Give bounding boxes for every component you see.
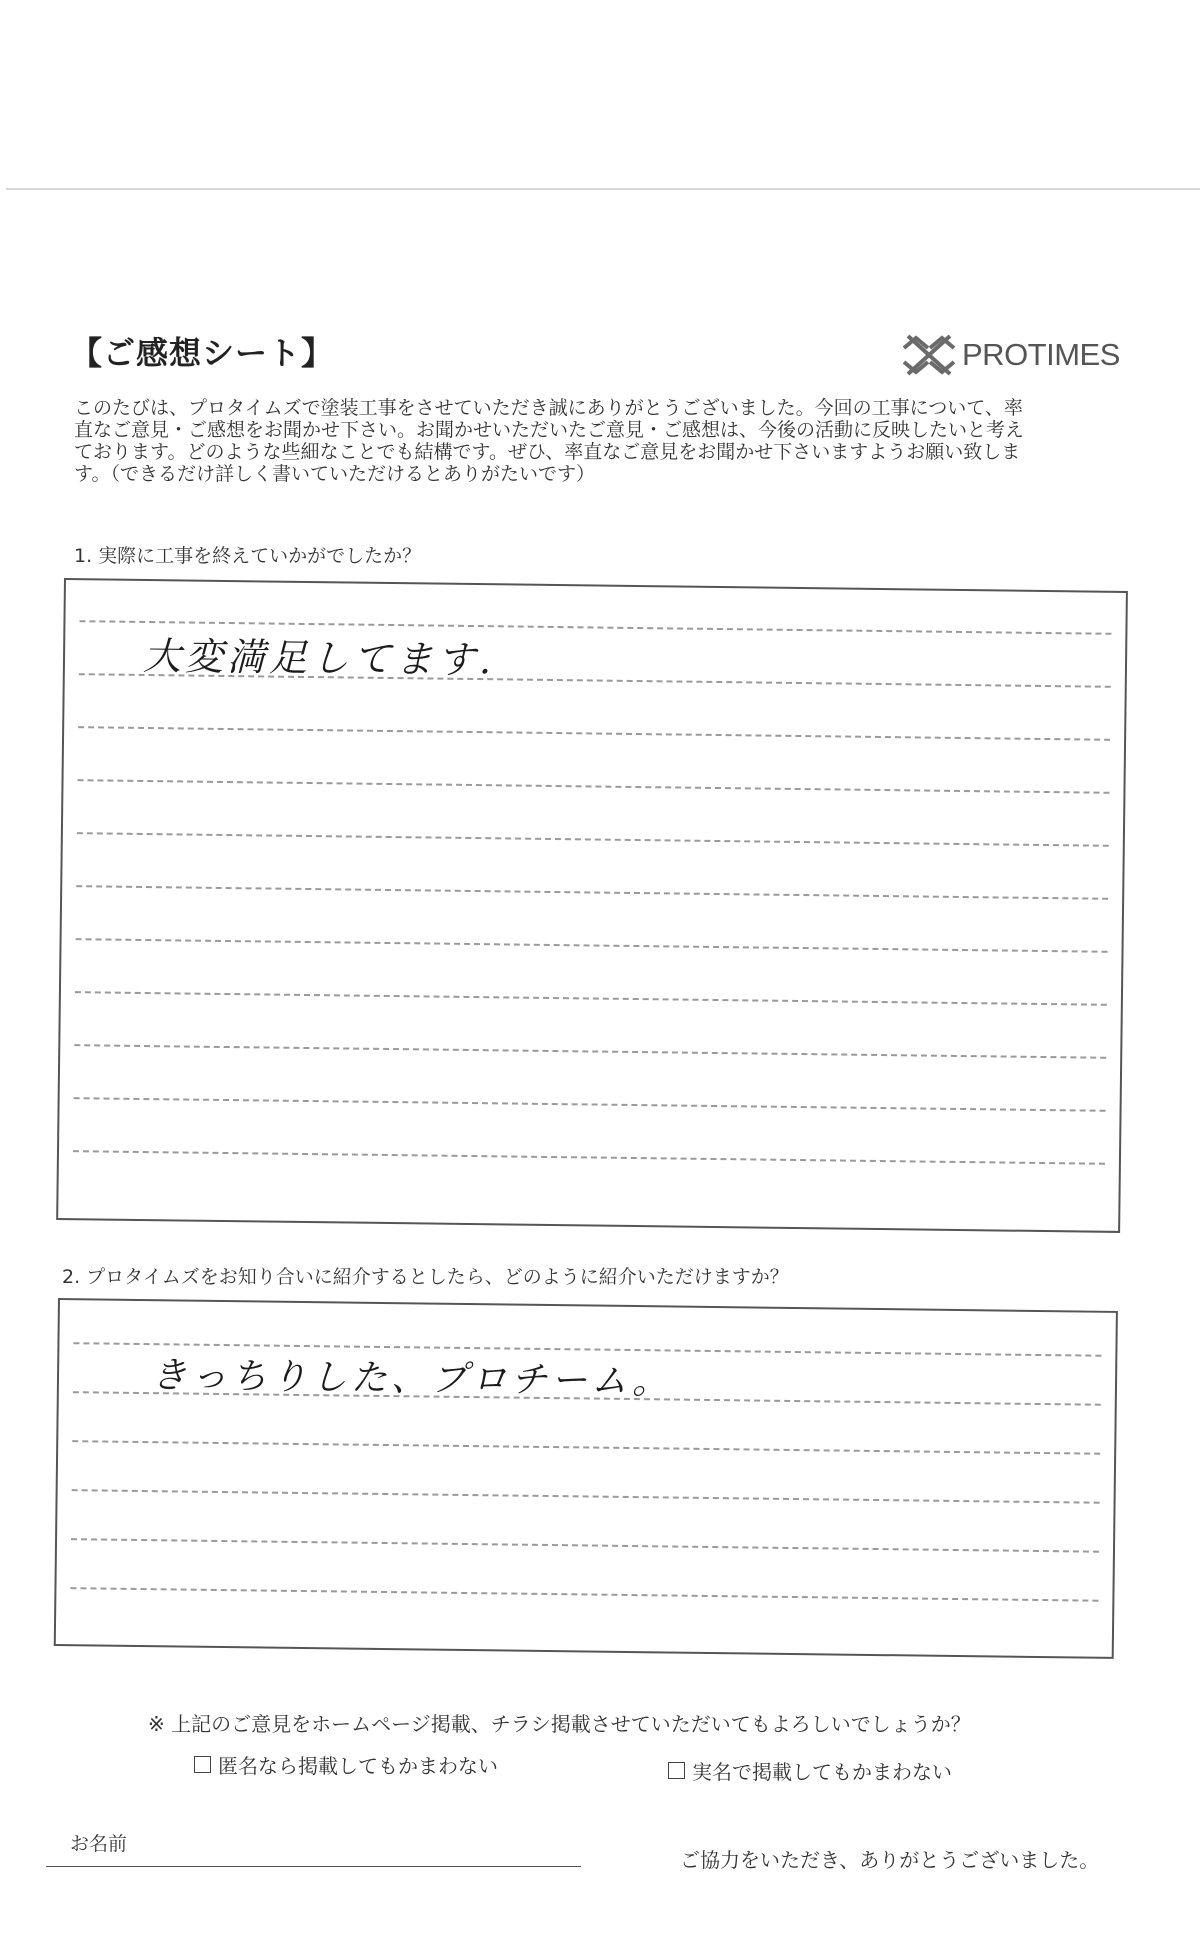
ruled-line	[72, 1489, 1100, 1504]
ruled-line	[74, 1097, 1106, 1112]
intro-line: このたびは、プロタイムズで塗装工事をさせていただき誠にありがとうございました。今回の工事について、率	[74, 397, 1023, 419]
option-realname[interactable]	[668, 1756, 952, 1785]
answer-1-box	[56, 578, 1128, 1233]
name-field-line[interactable]	[46, 1866, 581, 1867]
intro-line: 直なご意見・ご感想をお聞かせ下さい。お聞かせいただいたご意見・ご感想は、今後の活動に反映したいと考え	[74, 419, 1025, 441]
ruled-line	[74, 1044, 1106, 1059]
ruled-line	[71, 1538, 1099, 1553]
logo-text: PROTIMES	[962, 337, 1120, 372]
intro-text	[74, 397, 1134, 485]
option-anonymous[interactable]	[194, 1750, 498, 1779]
ruled-line	[78, 726, 1110, 741]
ruled-line	[73, 1150, 1105, 1165]
ruled-line	[77, 832, 1109, 847]
ruled-line	[75, 991, 1107, 1006]
option-realname-label: 実名で掲載してもかまわない	[692, 1760, 952, 1784]
question-1-label: 1. 実際に工事を終えていかがでしたか？	[74, 545, 422, 567]
handwritten-answer-2: きっちりした、プロチーム。	[150, 1355, 673, 1403]
anonymous-checkbox[interactable]	[194, 1756, 211, 1773]
intro-line: ております。どのような些細なことでも結構です。ぜひ、率直なご意見をお聞かせ下さいますようお願い致しま	[74, 441, 1021, 463]
option-anonymous-label: 匿名なら掲載してもかまわない	[218, 1754, 498, 1778]
ruled-line	[70, 1587, 1098, 1602]
intro-line: す。（できるだけ詳しく書いていただけるとありがたいです）	[74, 463, 595, 485]
answer-2-box	[54, 1298, 1118, 1659]
ruled-line	[72, 1440, 1100, 1455]
protimes-logo-icon	[902, 330, 956, 380]
ruled-line	[76, 938, 1108, 953]
consent-question: ※ 上記のご意見をホームページ掲載、チラシ掲載させていただいてもよろしいでしょうか？	[148, 1712, 971, 1736]
sheet-title: 【ご感想シート】	[70, 334, 335, 372]
handwritten-answer-1: 大変満足してます.	[142, 633, 496, 683]
ruled-line	[78, 779, 1110, 794]
name-label: お名前	[70, 1833, 128, 1855]
thanks-message: ご協力をいただき、ありがとうございました。	[680, 1848, 1100, 1872]
protimes-logo	[902, 330, 1120, 380]
scan-edge-line	[6, 188, 1200, 190]
ruled-line	[76, 885, 1108, 900]
question-2-label: 2. プロタイムズをお知り合いに紹介するとしたら、どのように紹介いただけますか？	[62, 1266, 789, 1288]
realname-checkbox[interactable]	[668, 1762, 685, 1779]
